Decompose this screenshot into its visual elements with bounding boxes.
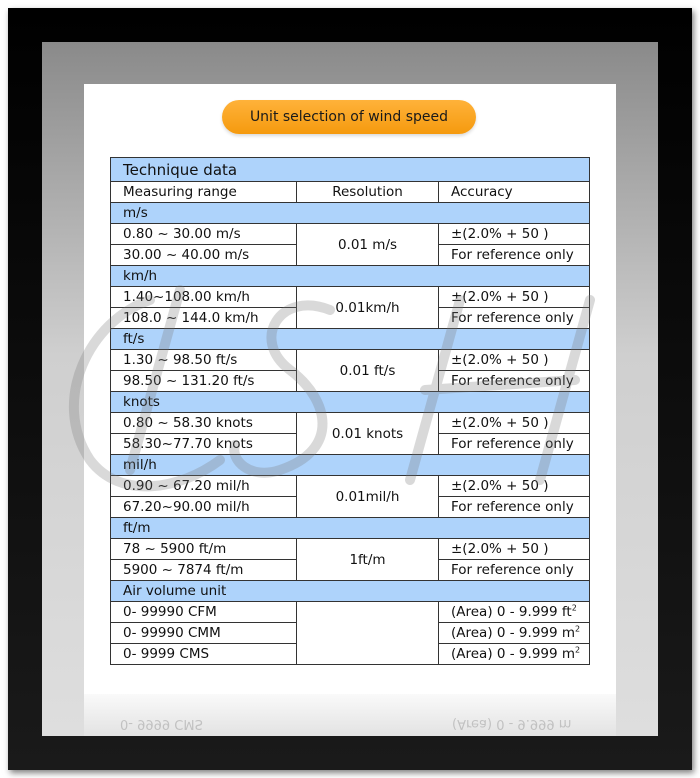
section-unit-label: km/h <box>111 266 590 287</box>
reflection-left-text: 0- 9999 CMS <box>120 716 203 731</box>
resolution-cell <box>297 602 439 665</box>
section-unit-label: m/s <box>111 203 590 224</box>
column-header-row <box>111 182 590 203</box>
table-row <box>111 476 590 497</box>
table-row <box>111 287 590 308</box>
column-header-accuracy: Accuracy <box>439 182 590 203</box>
range-cell: 0.80 ~ 58.30 knots <box>111 413 297 434</box>
accuracy-cell: ±(2.0% + 50 ) <box>439 413 590 434</box>
accuracy-cell <box>439 644 590 665</box>
range-cell: 78 ~ 5900 ft/m <box>111 539 297 560</box>
table-heading-row <box>111 158 590 182</box>
exponent: 2 <box>571 603 577 613</box>
range-cell: 67.20~90.00 mil/h <box>111 497 297 518</box>
page-title: Unit selection of wind speed <box>222 100 476 134</box>
exponent: 2 <box>575 645 581 655</box>
section-row <box>111 392 590 413</box>
accuracy-cell: ±(2.0% + 50 ) <box>439 539 590 560</box>
table-row <box>111 413 590 434</box>
range-cell: 108.0 ~ 144.0 km/h <box>111 308 297 329</box>
column-header-resolution: Resolution <box>297 182 439 203</box>
section-unit-label: ft/s <box>111 329 590 350</box>
accuracy-cell: ±(2.0% + 50 ) <box>439 287 590 308</box>
section-row <box>111 455 590 476</box>
resolution-cell: 0.01mil/h <box>297 476 439 518</box>
section-unit-label: mil/h <box>111 455 590 476</box>
resolution-cell: 1ft/m <box>297 539 439 581</box>
accuracy-cell: For reference only <box>439 371 590 392</box>
section-row <box>111 518 590 539</box>
section-unit-label: ft/m <box>111 518 590 539</box>
table-row <box>111 224 590 245</box>
resolution-cell: 0.01 m/s <box>297 224 439 266</box>
air-volume-heading: Air volume unit <box>111 581 590 602</box>
accuracy-cell <box>439 623 590 644</box>
area-text: (Area) 0 - 9.999 m <box>451 625 576 641</box>
table-row <box>111 602 590 623</box>
range-cell: 5900 ~ 7874 ft/m <box>111 560 297 581</box>
resolution-cell: 0.01 knots <box>297 413 439 455</box>
range-cell: 30.00 ~ 40.00 m/s <box>111 245 297 266</box>
range-cell: 1.40~108.00 km/h <box>111 287 297 308</box>
section-row <box>111 329 590 350</box>
accuracy-cell: ±(2.0% + 50 ) <box>439 476 590 497</box>
resolution-cell: 0.01 ft/s <box>297 350 439 392</box>
accuracy-cell: ±(2.0% + 50 ) <box>439 224 590 245</box>
area-text: (Area) 0 - 9.999 ft <box>451 604 572 620</box>
accuracy-cell: For reference only <box>439 245 590 266</box>
range-cell: 1.30 ~ 98.50 ft/s <box>111 350 297 371</box>
area-text: (Area) 0 - 9.999 m <box>451 646 576 662</box>
section-row <box>111 266 590 287</box>
section-unit-label: knots <box>111 392 590 413</box>
range-cell: 98.50 ~ 131.20 ft/s <box>111 371 297 392</box>
section-row <box>111 203 590 224</box>
spec-table <box>110 157 590 665</box>
resolution-cell: 0.01km/h <box>297 287 439 329</box>
accuracy-cell: ±(2.0% + 50 ) <box>439 350 590 371</box>
table-row <box>111 350 590 371</box>
section-row <box>111 581 590 602</box>
accuracy-cell: For reference only <box>439 308 590 329</box>
range-cell: 0- 99990 CMM <box>111 623 297 644</box>
accuracy-cell <box>439 602 590 623</box>
table-row <box>111 539 590 560</box>
table-heading: Technique data <box>111 158 590 182</box>
reflection-right-text: (Area) 0 - 9.999 m <box>452 716 572 731</box>
accuracy-cell: For reference only <box>439 560 590 581</box>
accuracy-cell: For reference only <box>439 434 590 455</box>
range-cell: 58.30~77.70 knots <box>111 434 297 455</box>
range-cell: 0.90 ~ 67.20 mil/h <box>111 476 297 497</box>
column-header-range: Measuring range <box>111 182 297 203</box>
table-reflection <box>84 694 616 736</box>
exponent: 2 <box>575 624 581 634</box>
accuracy-cell: For reference only <box>439 497 590 518</box>
range-cell: 0.80 ~ 30.00 m/s <box>111 224 297 245</box>
range-cell: 0- 99990 CFM <box>111 602 297 623</box>
range-cell: 0- 9999 CMS <box>111 644 297 665</box>
